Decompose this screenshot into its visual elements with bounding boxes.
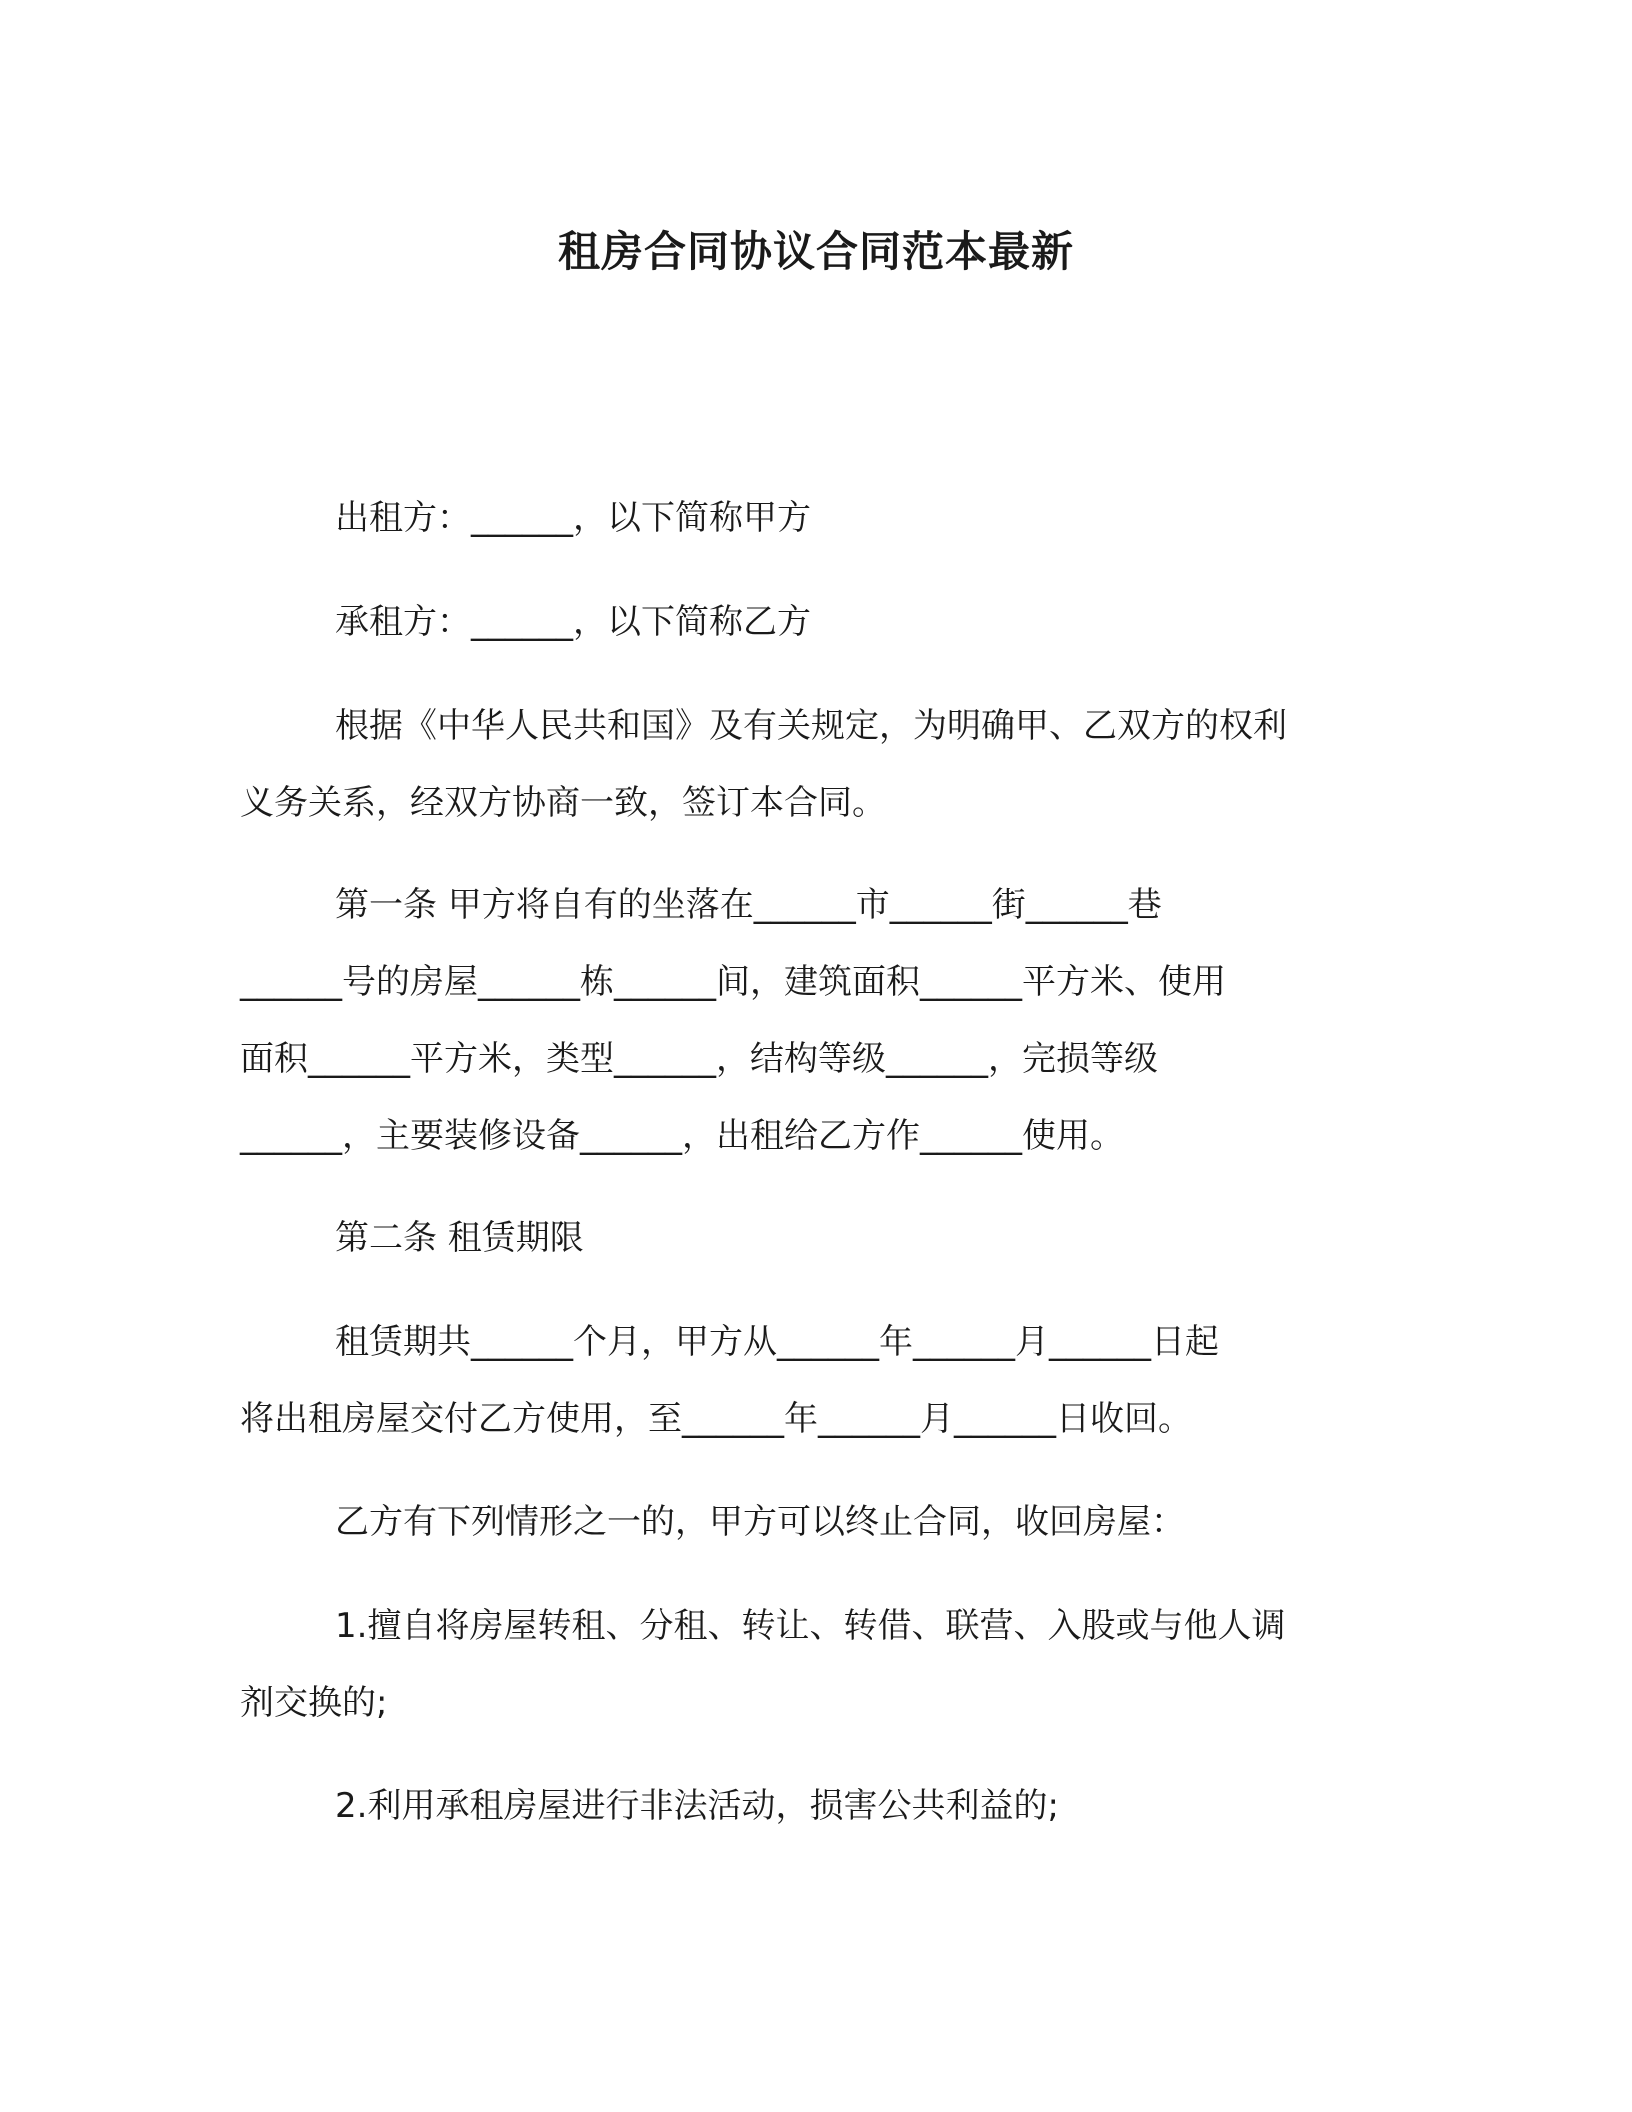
article-1-line-3: 面积______平方米，类型______，结构等级______，完损等级 (240, 1039, 1158, 1079)
lease-term-line-1: 租赁期共______个月，甲方从______年______月______日起 (335, 1322, 1219, 1362)
termination-item-1 (240, 1588, 1392, 1742)
document-title: 租房合同协议合同范本最新 (557, 227, 1074, 276)
lease-term-line-2: 将出租房屋交付乙方使用，至______年______月______日收回。 (240, 1399, 1192, 1439)
termination-item-1-line-2: 剂交换的; (240, 1683, 388, 1723)
article-1-line-4: ______，主要装修设备______，出租给乙方作______使用。 (240, 1116, 1124, 1156)
lessee-line: 承租方：______，以下简称乙方 (335, 602, 811, 642)
termination-intro: 乙方有下列情形之一的，甲方可以终止合同，收回房屋： (335, 1502, 1185, 1542)
article-1-line-1: 第一条 甲方将自有的坐落在______市______街______巷 (335, 885, 1162, 925)
preamble-line-1: 根据《中华人民共和国》及有关规定，为明确甲、乙双方的权利 (335, 706, 1287, 746)
preamble-paragraph (240, 688, 1392, 842)
article-1-paragraph (240, 867, 1392, 1175)
lease-term-paragraph (240, 1304, 1392, 1458)
article-2-heading: 第二条 租赁期限 (335, 1218, 584, 1258)
preamble-line-2: 义务关系，经双方协商一致，签订本合同。 (240, 783, 886, 823)
termination-item-1-line-1: 1.擅自将房屋转租、分租、转让、转借、联营、入股或与他人调 (335, 1606, 1286, 1646)
article-1-line-2: ______号的房屋______栋______间，建筑面积______平方米、使用 (240, 962, 1226, 1002)
lessor-line: 出租方：______，以下简称甲方 (335, 498, 811, 538)
termination-item-2: 2.利用承租房屋进行非法活动，损害公共利益的; (335, 1786, 1059, 1826)
